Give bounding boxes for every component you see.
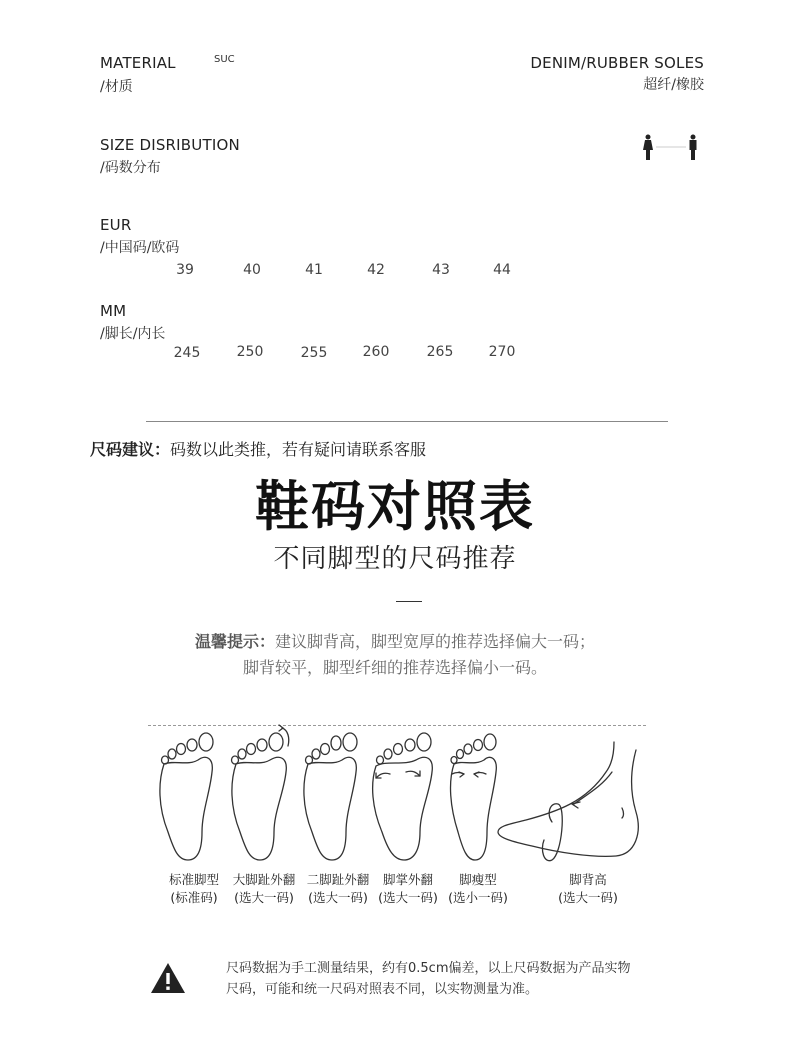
warning-icon bbox=[150, 962, 186, 994]
foot-type-name: 标准脚型 bbox=[168, 872, 219, 887]
mm-size: 265 bbox=[426, 344, 454, 360]
brand-code: SUC bbox=[214, 54, 235, 65]
eur-label-cn: /中国码/欧码 bbox=[100, 240, 180, 256]
gender-icons bbox=[640, 134, 702, 162]
size-advice-text: 码数以此类推，若有疑问请联系客服 bbox=[170, 440, 427, 459]
notice-line-2: 尺码，可能和统一尺码对照表不同，以实物测量为准。 bbox=[226, 982, 539, 997]
foot-type-label bbox=[158, 871, 230, 907]
foot-type-name: 大脚趾外翻 bbox=[232, 872, 296, 887]
foot-type-advice: (标准码) bbox=[170, 890, 218, 905]
notice-line-1: 尺码数据为手工测量结果，约有0.5cm偏差，以上尺码数据为产品实物 bbox=[226, 961, 631, 976]
standard-foot-icon bbox=[160, 733, 213, 860]
foot-type-advice: (选小一码) bbox=[448, 890, 508, 905]
size-distribution-label-cn: /码数分布 bbox=[100, 160, 161, 176]
size-advice bbox=[90, 437, 426, 460]
foot-type-name: 脚掌外翻 bbox=[382, 872, 433, 887]
material-value-en: DENIM/RUBBER SOLES bbox=[530, 54, 704, 72]
wide-forefoot-icon bbox=[373, 733, 433, 860]
foot-type-advice: (选大一码) bbox=[378, 890, 438, 905]
size-advice-label: 尺码建议： bbox=[90, 440, 171, 459]
eur-size: 39 bbox=[176, 262, 194, 278]
foot-type-name: 脚瘦型 bbox=[459, 872, 497, 887]
eur-size: 43 bbox=[432, 262, 450, 278]
page-subtitle: 不同脚型的尺码推荐 bbox=[273, 544, 517, 574]
foot-type-label bbox=[548, 871, 628, 907]
mm-label-en: MM bbox=[100, 302, 127, 320]
page-title: 鞋码对照表 bbox=[255, 475, 535, 538]
foot-type-label bbox=[440, 871, 516, 907]
high-instep-foot-icon bbox=[498, 742, 638, 861]
slim-foot-icon bbox=[451, 734, 497, 860]
bunion-foot-icon bbox=[232, 725, 289, 860]
female-icon bbox=[643, 135, 653, 161]
foot-type-advice: (选大一码) bbox=[234, 890, 294, 905]
foot-type-advice: (选大一码) bbox=[558, 890, 618, 905]
mm-size: 250 bbox=[236, 344, 264, 360]
mm-size: 260 bbox=[362, 344, 390, 360]
mm-size: 255 bbox=[300, 345, 328, 361]
foot-type-label bbox=[370, 871, 446, 907]
eur-label-en: EUR bbox=[100, 216, 132, 234]
second-toe-foot-icon bbox=[304, 733, 357, 860]
material-value-cn: 超纤/橡胶 bbox=[643, 77, 704, 93]
section-divider bbox=[146, 421, 668, 422]
mm-size: 270 bbox=[488, 344, 516, 360]
tip-line-2: 脚背较平，脚型纤细的推荐选择偏小一码。 bbox=[242, 658, 547, 677]
size-distribution-label-en: SIZE DISRIBUTION bbox=[100, 136, 240, 154]
foot-type-name: 二脚趾外翻 bbox=[306, 872, 370, 887]
foot-type-advice: (选大一码) bbox=[308, 890, 368, 905]
mm-label-cn: /脚长/内长 bbox=[100, 326, 166, 342]
eur-size: 40 bbox=[243, 262, 261, 278]
foot-types-illustration bbox=[140, 722, 660, 872]
foot-type-label bbox=[298, 871, 378, 907]
foot-type-label bbox=[224, 871, 304, 907]
title-underline bbox=[396, 601, 422, 602]
material-label-en: MATERIAL bbox=[100, 54, 176, 72]
material-label-cn: /材质 bbox=[100, 79, 133, 95]
eur-size: 42 bbox=[367, 262, 385, 278]
tip-text-1: 建议脚背高，脚型宽厚的推荐选择偏大一码； bbox=[275, 632, 596, 651]
male-icon bbox=[690, 135, 697, 161]
foot-type-name: 脚背高 bbox=[569, 872, 607, 887]
mm-size: 245 bbox=[173, 345, 201, 361]
tip-label: 温馨提示： bbox=[194, 632, 275, 651]
tip-line-1 bbox=[0, 629, 790, 655]
eur-size: 41 bbox=[305, 262, 323, 278]
eur-size: 44 bbox=[493, 262, 511, 278]
